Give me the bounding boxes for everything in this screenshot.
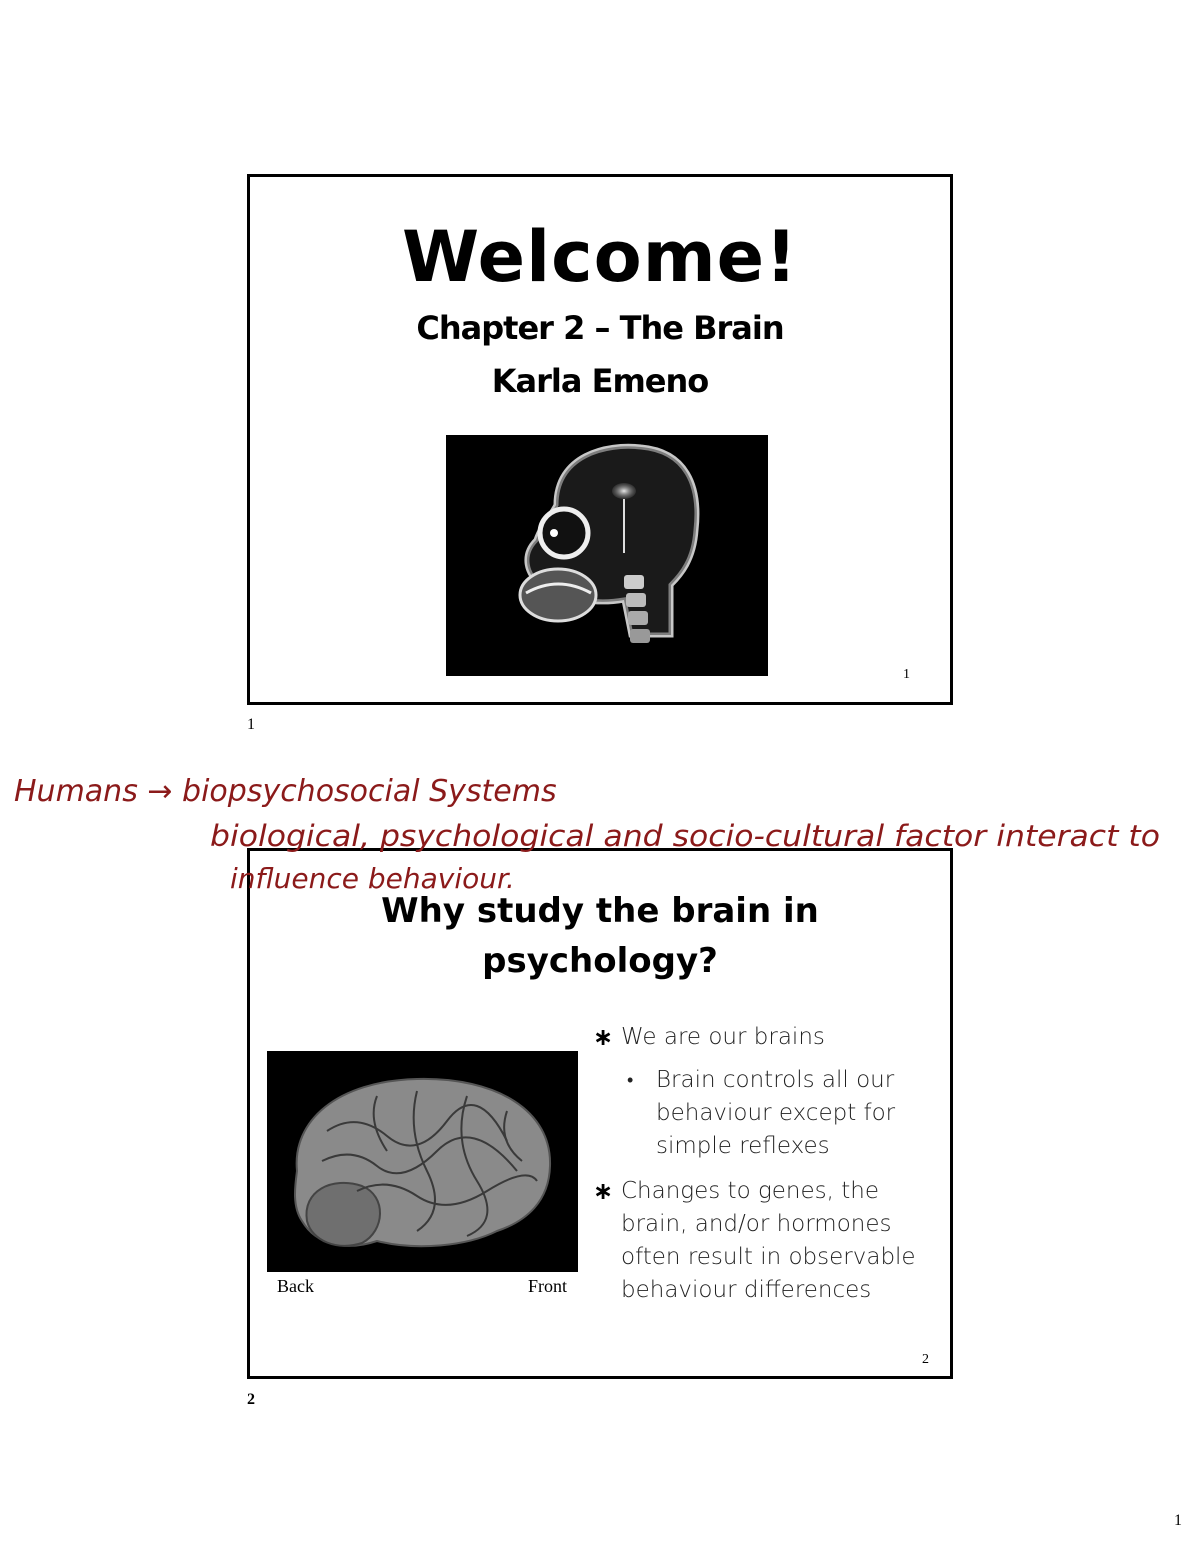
caption-front: Front [528,1276,568,1296]
bullet-item [593,1175,938,1307]
slide-title [250,886,950,986]
slide-2-label: 2 [247,1391,255,1408]
annotation-line-2: biological, psychological and socio-cultural factor interact to [210,819,1160,853]
slide-1 [247,174,953,705]
sub-bullet-text: Brain controls all our behaviour except for simple reflexes [656,1067,896,1159]
annotation-line-3: influence behaviour. [230,862,515,895]
slide-number: 2 [922,1352,929,1367]
xray-head-icon [446,435,768,676]
slide-title: Welcome! [401,216,799,298]
asterisk-bullet-icon: ∗ [593,1023,614,1051]
sub-bullet-item [593,1064,938,1163]
dot-bullet-icon: • [627,1070,634,1091]
title-line-1: Why study the brain in [381,891,819,931]
brain-photo-icon [267,1051,578,1272]
bullet-item [593,1021,938,1054]
slide-2 [247,848,953,1379]
chapter-subtitle: Chapter 2 – The Brain [416,309,784,347]
caption-back: Back [277,1276,314,1296]
title-line-2: psychology? [482,941,718,981]
page-number: 1 [1174,1512,1182,1529]
asterisk-bullet-icon: ∗ [593,1177,614,1205]
annotation-line-1: Humans → biopsychosocial Systems [14,774,557,809]
slide-number: 1 [903,667,910,682]
slide-1-label: 1 [247,716,255,733]
bullet-text: Changes to genes, the brain, and/or hormones often result in observable behaviour differences [621,1178,916,1303]
author-name: Karla Emeno [491,362,709,400]
bullet-list [593,1021,938,1317]
bullet-text: We are our brains [621,1024,825,1050]
